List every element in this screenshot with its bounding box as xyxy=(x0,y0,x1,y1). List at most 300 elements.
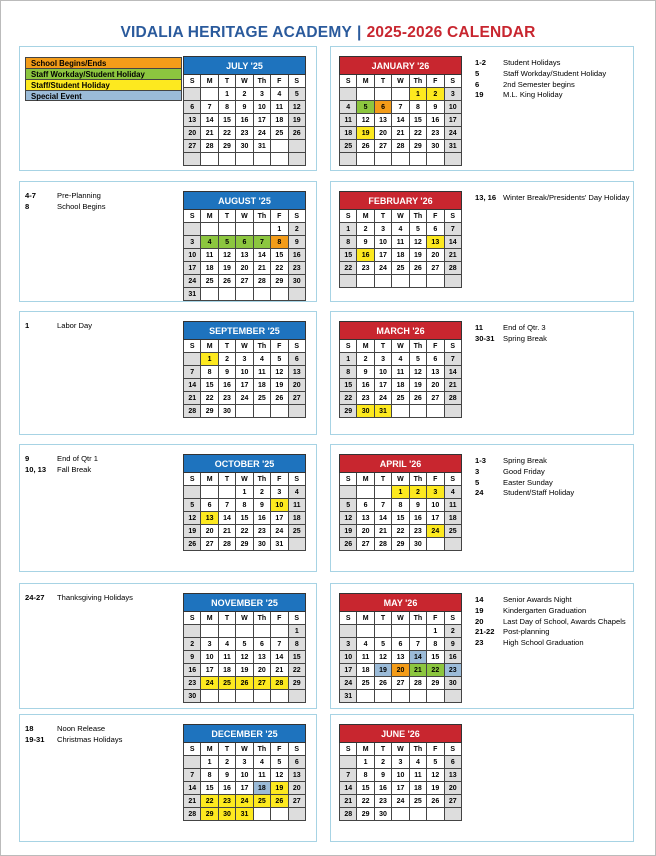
day-cell: 6 xyxy=(374,101,391,114)
calendar-june xyxy=(339,724,462,821)
day-cell: 11 xyxy=(218,651,235,664)
day-cell: 22 xyxy=(392,525,409,538)
day-cell: 11 xyxy=(201,249,218,262)
note-date: 30-31 xyxy=(475,333,495,343)
left-notes xyxy=(25,321,175,332)
day-cell: 31 xyxy=(236,808,253,821)
day-cell xyxy=(236,690,253,703)
day-cell: 9 xyxy=(357,236,374,249)
day-cell: 4 xyxy=(253,353,270,366)
day-cell: 23 xyxy=(184,677,201,690)
day-cell: 9 xyxy=(184,651,201,664)
day-cell: 17 xyxy=(271,512,288,525)
day-cell: 13 xyxy=(427,236,444,249)
day-cell: 17 xyxy=(427,512,444,525)
weekday-header: S xyxy=(444,210,461,223)
day-cell xyxy=(288,538,305,551)
month-header: JUNE '26 xyxy=(340,725,462,743)
day-cell: 15 xyxy=(201,379,218,392)
day-cell xyxy=(218,625,235,638)
day-cell xyxy=(271,153,288,166)
day-cell: 28 xyxy=(409,677,426,690)
day-cell: 8 xyxy=(409,101,426,114)
calendar-note xyxy=(25,454,175,465)
calendar-september xyxy=(183,321,306,418)
day-cell: 20 xyxy=(288,782,305,795)
day-cell xyxy=(271,808,288,821)
day-cell xyxy=(392,625,409,638)
day-cell: 26 xyxy=(218,275,235,288)
day-cell: 9 xyxy=(218,769,235,782)
calendar-april xyxy=(339,454,462,551)
day-cell xyxy=(392,808,409,821)
day-cell: 6 xyxy=(444,756,461,769)
weekday-header: W xyxy=(392,340,409,353)
day-cell: 6 xyxy=(288,353,305,366)
note-text: Christmas Holidays xyxy=(57,734,123,744)
day-cell: 29 xyxy=(392,538,409,551)
day-cell xyxy=(409,405,426,418)
calendar-october xyxy=(183,454,306,551)
day-cell xyxy=(184,353,201,366)
day-cell: 4 xyxy=(444,486,461,499)
day-cell: 25 xyxy=(444,525,461,538)
day-cell: 16 xyxy=(288,249,305,262)
day-cell xyxy=(236,288,253,301)
weekday-header: S xyxy=(444,743,461,756)
left-notes xyxy=(25,593,175,604)
day-cell: 26 xyxy=(340,538,357,551)
day-cell: 14 xyxy=(444,236,461,249)
day-cell: 30 xyxy=(184,690,201,703)
calendar-note xyxy=(475,488,630,499)
calendar-january xyxy=(339,56,462,166)
note-date: 8 xyxy=(25,201,30,211)
day-cell: 30 xyxy=(288,275,305,288)
day-cell xyxy=(184,756,201,769)
weekday-header: T xyxy=(218,612,235,625)
month-header: DECEMBER '25 xyxy=(184,725,306,743)
day-cell: 3 xyxy=(253,88,270,101)
day-cell xyxy=(409,625,426,638)
day-cell: 6 xyxy=(427,353,444,366)
day-cell xyxy=(427,153,444,166)
weekday-header: M xyxy=(357,743,374,756)
day-cell: 5 xyxy=(218,236,235,249)
calendar-november xyxy=(183,593,306,703)
day-cell: 15 xyxy=(340,379,357,392)
day-cell: 15 xyxy=(201,782,218,795)
day-cell: 10 xyxy=(392,769,409,782)
day-cell: 18 xyxy=(271,114,288,127)
weekday-header: M xyxy=(201,75,218,88)
note-text: M.L. King Holiday xyxy=(503,90,563,100)
weekday-header: F xyxy=(427,612,444,625)
day-cell xyxy=(201,690,218,703)
day-cell: 27 xyxy=(374,140,391,153)
day-cell: 3 xyxy=(236,756,253,769)
note-text: Spring Break xyxy=(503,456,547,465)
day-cell xyxy=(218,153,235,166)
note-text: Good Friday xyxy=(503,466,545,476)
day-cell xyxy=(444,538,461,551)
day-cell: 21 xyxy=(271,664,288,677)
weekday-header: S xyxy=(340,75,357,88)
day-cell: 10 xyxy=(236,769,253,782)
day-cell: 5 xyxy=(357,101,374,114)
day-cell xyxy=(444,808,461,821)
day-cell: 24 xyxy=(184,275,201,288)
weekday-header: S xyxy=(184,210,201,223)
day-cell: 22 xyxy=(218,127,235,140)
day-cell xyxy=(236,153,253,166)
day-cell: 8 xyxy=(392,499,409,512)
weekday-header: T xyxy=(218,743,235,756)
weekday-header: M xyxy=(357,75,374,88)
day-cell: 18 xyxy=(253,379,270,392)
day-cell: 10 xyxy=(340,651,357,664)
weekday-header: F xyxy=(271,473,288,486)
weekday-header: Th xyxy=(253,75,270,88)
day-cell xyxy=(218,288,235,301)
note-date: 1 xyxy=(25,321,30,330)
day-cell: 4 xyxy=(340,101,357,114)
day-cell: 27 xyxy=(184,140,201,153)
calendar-note xyxy=(25,191,175,202)
day-cell xyxy=(253,223,270,236)
day-cell xyxy=(288,808,305,821)
day-cell xyxy=(288,288,305,301)
day-cell: 25 xyxy=(253,795,270,808)
day-cell: 30 xyxy=(409,538,426,551)
note-date: 3 xyxy=(475,466,480,476)
day-cell: 6 xyxy=(288,756,305,769)
day-cell xyxy=(340,153,357,166)
day-cell: 7 xyxy=(218,499,235,512)
day-cell xyxy=(392,690,409,703)
weekday-header: Th xyxy=(409,75,426,88)
day-cell: 14 xyxy=(392,114,409,127)
day-cell xyxy=(288,405,305,418)
note-text: Senior Awards Night xyxy=(503,595,572,604)
day-cell: 3 xyxy=(201,638,218,651)
day-cell: 27 xyxy=(444,795,461,808)
day-cell: 19 xyxy=(357,127,374,140)
day-cell xyxy=(253,808,270,821)
day-cell: 20 xyxy=(288,379,305,392)
day-cell: 22 xyxy=(427,664,444,677)
day-cell: 17 xyxy=(392,782,409,795)
weekday-header: T xyxy=(218,75,235,88)
day-cell: 14 xyxy=(444,366,461,379)
day-cell: 26 xyxy=(409,392,426,405)
day-cell: 1 xyxy=(271,223,288,236)
day-cell xyxy=(357,690,374,703)
day-cell xyxy=(184,153,201,166)
day-cell: 22 xyxy=(409,127,426,140)
month-header: OCTOBER '25 xyxy=(184,455,306,473)
day-cell: 26 xyxy=(271,392,288,405)
day-cell: 28 xyxy=(444,392,461,405)
day-cell: 17 xyxy=(340,664,357,677)
day-cell: 26 xyxy=(184,538,201,551)
day-cell: 18 xyxy=(444,512,461,525)
day-cell: 10 xyxy=(374,366,391,379)
note-date: 1-2 xyxy=(475,58,486,67)
day-cell: 14 xyxy=(253,249,270,262)
day-cell: 18 xyxy=(201,262,218,275)
note-date: 19-31 xyxy=(25,734,45,744)
day-cell: 15 xyxy=(288,651,305,664)
day-cell: 19 xyxy=(374,664,391,677)
weekday-header: S xyxy=(444,340,461,353)
day-cell: 12 xyxy=(374,651,391,664)
calendar-note xyxy=(25,593,175,604)
day-cell: 17 xyxy=(184,262,201,275)
weekday-header: W xyxy=(392,743,409,756)
day-cell: 29 xyxy=(427,677,444,690)
day-cell xyxy=(357,275,374,288)
note-text: Staff Workday/Student Holiday xyxy=(503,68,607,78)
day-cell: 25 xyxy=(218,677,235,690)
day-cell: 6 xyxy=(201,499,218,512)
day-cell: 10 xyxy=(271,499,288,512)
month-header: FEBRUARY '26 xyxy=(340,192,462,210)
day-cell: 27 xyxy=(392,677,409,690)
day-cell: 29 xyxy=(201,808,218,821)
weekday-header: F xyxy=(271,743,288,756)
day-cell: 23 xyxy=(409,525,426,538)
weekday-header: F xyxy=(427,473,444,486)
day-cell: 22 xyxy=(340,262,357,275)
note-text: End of Qtr 1 xyxy=(57,454,98,463)
weekday-header: S xyxy=(184,473,201,486)
day-cell xyxy=(253,625,270,638)
day-cell xyxy=(357,88,374,101)
day-cell: 3 xyxy=(271,486,288,499)
weekday-header: S xyxy=(288,340,305,353)
calendar-note xyxy=(475,69,630,80)
day-cell: 15 xyxy=(409,114,426,127)
day-cell: 9 xyxy=(253,499,270,512)
weekday-header: W xyxy=(236,473,253,486)
day-cell: 12 xyxy=(357,114,374,127)
day-cell: 7 xyxy=(409,638,426,651)
right-notes xyxy=(475,193,630,204)
weekday-header: T xyxy=(218,210,235,223)
day-cell: 24 xyxy=(201,677,218,690)
day-cell: 14 xyxy=(184,782,201,795)
month-header: APRIL '26 xyxy=(340,455,462,473)
note-text: Labor Day xyxy=(57,321,93,330)
day-cell: 13 xyxy=(201,512,218,525)
note-text: Easter Sunday xyxy=(503,477,553,487)
day-cell: 5 xyxy=(427,756,444,769)
day-cell: 9 xyxy=(374,769,391,782)
day-cell: 12 xyxy=(271,769,288,782)
day-cell: 28 xyxy=(201,140,218,153)
day-cell: 27 xyxy=(236,275,253,288)
day-cell: 20 xyxy=(374,127,391,140)
note-text: Spring Break xyxy=(503,333,547,343)
day-cell: 8 xyxy=(218,101,235,114)
day-cell: 21 xyxy=(218,525,235,538)
day-cell: 26 xyxy=(271,795,288,808)
weekday-header: W xyxy=(236,210,253,223)
day-cell xyxy=(392,88,409,101)
day-cell: 22 xyxy=(201,392,218,405)
day-cell: 9 xyxy=(218,366,235,379)
weekday-header: S xyxy=(288,612,305,625)
day-cell: 10 xyxy=(444,101,461,114)
day-cell: 23 xyxy=(218,392,235,405)
day-cell: 26 xyxy=(427,795,444,808)
day-cell xyxy=(374,275,391,288)
weekday-header: F xyxy=(271,210,288,223)
day-cell: 8 xyxy=(236,499,253,512)
calendar-note xyxy=(475,90,630,101)
day-cell: 21 xyxy=(444,379,461,392)
day-cell: 11 xyxy=(357,651,374,664)
day-cell: 1 xyxy=(201,756,218,769)
day-cell: 17 xyxy=(236,782,253,795)
day-cell: 15 xyxy=(218,114,235,127)
day-cell: 27 xyxy=(253,677,270,690)
day-cell: 20 xyxy=(444,782,461,795)
day-cell: 9 xyxy=(357,366,374,379)
day-cell xyxy=(340,88,357,101)
day-cell: 21 xyxy=(184,795,201,808)
weekday-header: M xyxy=(201,210,218,223)
day-cell: 5 xyxy=(409,353,426,366)
day-cell xyxy=(253,153,270,166)
day-cell xyxy=(184,88,201,101)
note-date: 5 xyxy=(475,68,480,78)
day-cell: 2 xyxy=(184,638,201,651)
day-cell: 26 xyxy=(357,140,374,153)
day-cell: 13 xyxy=(288,769,305,782)
day-cell: 24 xyxy=(427,525,444,538)
weekday-header: Th xyxy=(409,473,426,486)
right-notes xyxy=(475,595,630,649)
day-cell xyxy=(392,153,409,166)
day-cell: 23 xyxy=(288,262,305,275)
weekday-header: Th xyxy=(409,612,426,625)
calendar-august xyxy=(183,191,306,301)
day-cell xyxy=(374,690,391,703)
weekday-header: M xyxy=(357,612,374,625)
day-cell: 21 xyxy=(253,262,270,275)
day-cell xyxy=(236,223,253,236)
month-header: AUGUST '25 xyxy=(184,192,306,210)
day-cell: 30 xyxy=(427,140,444,153)
day-cell: 7 xyxy=(444,353,461,366)
day-cell: 5 xyxy=(374,638,391,651)
day-cell: 24 xyxy=(444,127,461,140)
day-cell: 6 xyxy=(427,223,444,236)
day-cell: 7 xyxy=(444,223,461,236)
day-cell: 4 xyxy=(253,756,270,769)
day-cell: 27 xyxy=(427,392,444,405)
day-cell xyxy=(288,690,305,703)
day-cell: 29 xyxy=(357,808,374,821)
day-cell: 31 xyxy=(444,140,461,153)
day-cell: 24 xyxy=(340,677,357,690)
day-cell: 18 xyxy=(357,664,374,677)
day-cell: 15 xyxy=(271,249,288,262)
weekday-header: S xyxy=(340,340,357,353)
day-cell: 30 xyxy=(444,677,461,690)
weekday-header: F xyxy=(271,340,288,353)
day-cell: 8 xyxy=(357,769,374,782)
weekday-header: W xyxy=(236,340,253,353)
weekday-header: M xyxy=(357,210,374,223)
day-cell: 5 xyxy=(184,499,201,512)
day-cell: 24 xyxy=(374,262,391,275)
day-cell: 18 xyxy=(253,782,270,795)
day-cell xyxy=(409,275,426,288)
day-cell: 2 xyxy=(357,353,374,366)
day-cell: 25 xyxy=(201,275,218,288)
day-cell: 13 xyxy=(427,366,444,379)
day-cell: 16 xyxy=(444,651,461,664)
day-cell: 4 xyxy=(392,353,409,366)
day-cell: 14 xyxy=(409,651,426,664)
right-notes xyxy=(475,456,630,499)
note-date: 6 xyxy=(475,79,480,89)
note-date: 19 xyxy=(475,605,484,615)
day-cell: 2 xyxy=(236,88,253,101)
day-cell xyxy=(201,88,218,101)
day-cell: 13 xyxy=(253,651,270,664)
calendar-note xyxy=(25,321,175,332)
day-cell: 22 xyxy=(201,795,218,808)
day-cell: 20 xyxy=(427,379,444,392)
note-date: 14 xyxy=(475,595,484,604)
note-text: School Begins xyxy=(57,201,106,211)
day-cell: 14 xyxy=(340,782,357,795)
day-cell xyxy=(340,756,357,769)
weekday-header: Th xyxy=(253,210,270,223)
day-cell: 16 xyxy=(409,512,426,525)
day-cell xyxy=(409,808,426,821)
day-cell: 14 xyxy=(218,512,235,525)
calendar-july xyxy=(183,56,306,166)
day-cell: 1 xyxy=(340,353,357,366)
day-cell: 20 xyxy=(253,664,270,677)
day-cell: 2 xyxy=(427,88,444,101)
weekday-header: W xyxy=(392,210,409,223)
day-cell: 23 xyxy=(253,525,270,538)
day-cell xyxy=(409,690,426,703)
weekday-header: S xyxy=(288,473,305,486)
day-cell: 6 xyxy=(253,638,270,651)
day-cell: 2 xyxy=(288,223,305,236)
day-cell: 20 xyxy=(236,262,253,275)
day-cell: 13 xyxy=(357,512,374,525)
day-cell: 19 xyxy=(288,114,305,127)
day-cell: 28 xyxy=(374,538,391,551)
note-text: Kindergarten Graduation xyxy=(503,605,587,615)
day-cell: 21 xyxy=(201,127,218,140)
weekday-header: S xyxy=(184,340,201,353)
day-cell: 19 xyxy=(271,782,288,795)
day-cell: 5 xyxy=(236,638,253,651)
day-cell: 2 xyxy=(444,625,461,638)
weekday-header: Th xyxy=(253,612,270,625)
day-cell: 4 xyxy=(201,236,218,249)
day-cell: 21 xyxy=(392,127,409,140)
